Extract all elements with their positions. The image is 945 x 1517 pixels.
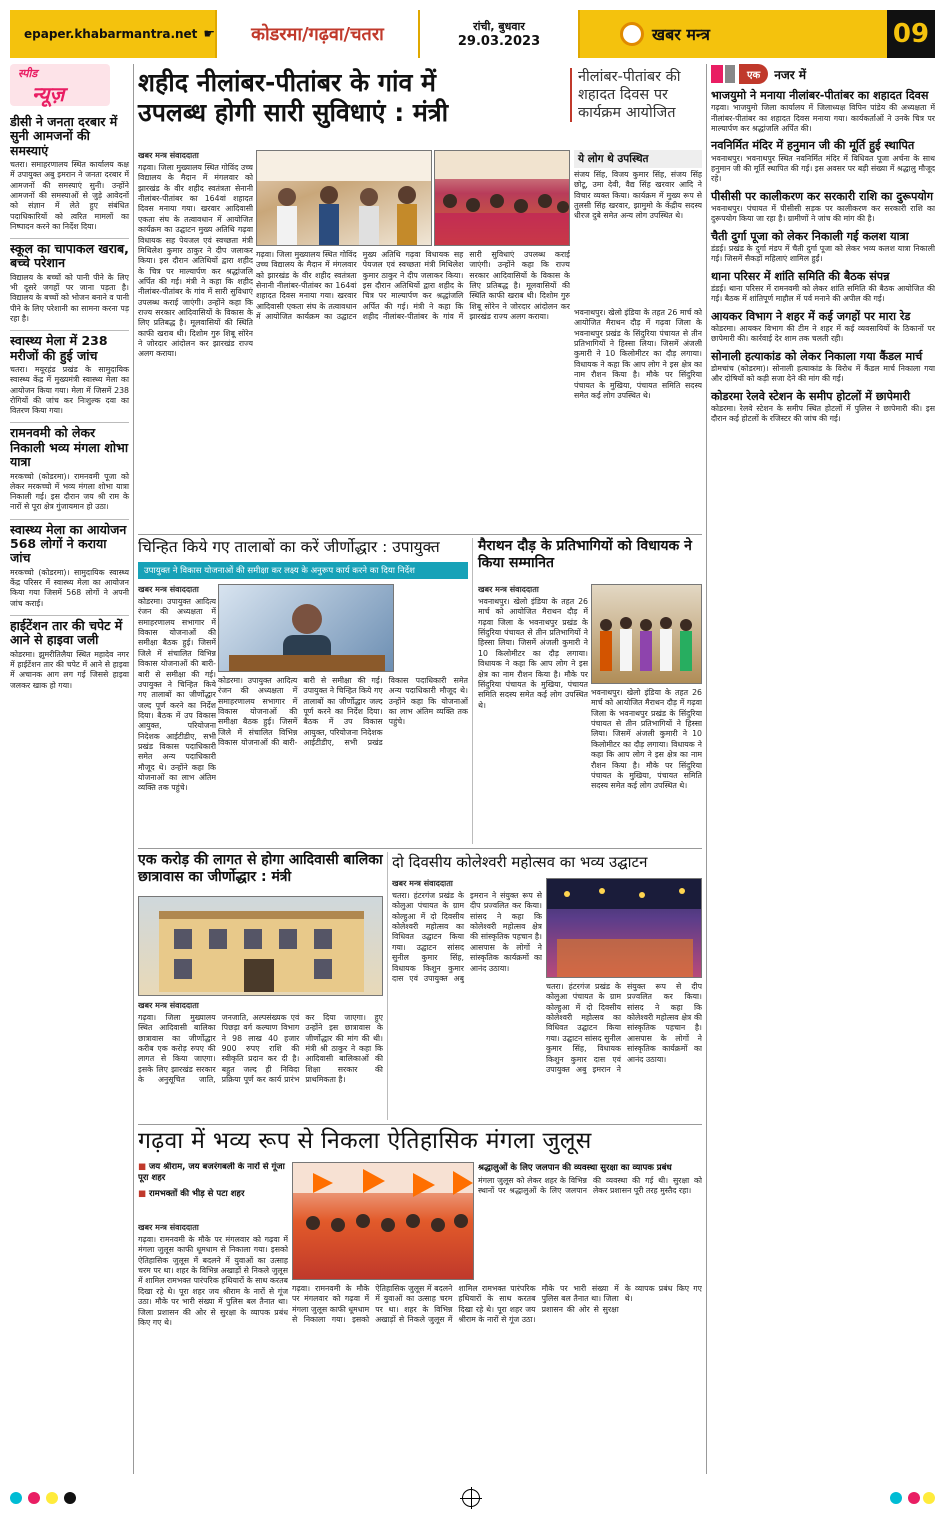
brief-text: कोडरमा। झुमरीतिलैया स्थित महादेव नगर में हाईटेंशन तार की चपेट में आने से हाइवा में अचानक आग लग गई जिससे हाइवा जलकर खाक हो गया।	[10, 649, 129, 690]
divider	[472, 538, 473, 844]
divider	[138, 534, 702, 535]
ek-nazar-header	[711, 64, 935, 84]
news-headline: नवनिर्मित मंदिर में हनुमान जी की मूर्ति हुई स्थापित	[711, 139, 915, 153]
color-dot	[10, 1492, 22, 1504]
lead-story-text: गढ़वा। जिला मुख्यालय स्थित गोविंद उच्च विद्यालय के मैदान में मंगलवार को झारखंड के वीर शहीद स्वतंत्रता सेनानी नीलांबर-पीतांबर का 164वां शहादत दिवस मनाया गया। खरवार आदिवासी एकता संघ के तत्वावधान में आयोजित कार्यक्रम का उद्घाटन मुख्य अतिथि गढ़वा विधायक सह पेयजल एवं स्वच्छता मंत्री मिथिलेश कुमार ठाकुर ने दीप जलाकर किया। इस दौरान अतिथियों द्वारा शहीद के चित्र पर माल्यार्पण कर श्रद्धांजलि अर्पित की गई। मंत्री ने कहा कि शहीद नीलांबर-पीतांबर के गांव में सारी सुविधाएं उपलब्ध कराई जाएंगी। उन्होंने कहा कि राज्य सरकार आदिवासियों के विकास के लिए प्रतिबद्ध है। मूलवासियों की स्थिति काफी खराब थी। दिशोम गुरु शिबू सोरेन ने जोरदार आंदोलन कर झारखंड राज्य अलग कराया।	[138, 163, 253, 359]
divider	[138, 848, 702, 849]
brand-name: खबर मन्त्र	[652, 25, 710, 44]
story3-text: भवनाथपुर। खेलो इंडिया के तहत 26 मार्च को आयोजित मैराथन दौड़ में गढ़वा जिला के भवनाथपुर प्रखंड के सिंदुरिया पंचायत से तीन प्रतिभागियों ने हिस्सा लिया। जिसमें अंजली कुमारी ने 10 किलोमीटर का दौड़ लगाया। विधायक ने कहा कि आप लोग ने इस क्षेत्र का नाम रौशन किया है। मौके पर सिंदुरिया पंचायत के मुखिया, पंचायत समिति सदस्य समेत कई लोग उपस्थित थे।	[478, 597, 588, 710]
masthead	[10, 10, 935, 58]
city-day: रांची, बुधवार	[473, 20, 525, 33]
news-text: भवनाथपुर। भवनाथपुर स्थित नवनिर्मित मंदिर में विधिवत पूजा अर्चना के साथ हनुमान जी की मूर्ति स्थापित की गई। इस अवसर पर बड़ी संख्या में श्रद्धालु मौजूद रहे।	[711, 153, 935, 184]
brief-text: चतरा। समाहरणालय स्थित कार्यालय कक्ष में उपायुक्त अबु इमरान ने जनता दरबार में आमजनों की समस्याएं सुनी। उन्होंने आमजनों की समस्याओं से जुड़े आवेदनों को संज्ञान में लेते हुए संबंधित पदाधिकारियों को त्वरित मामलों का निष्पादन करने का निर्देश दिया।	[10, 160, 129, 231]
crowd-illustration	[435, 151, 570, 246]
news-headline: आयकर विभाग ने शहर में कई जगहों पर मारा रेड	[711, 309, 911, 323]
brief-item[interactable]	[10, 615, 129, 691]
story5-text: चतरा। हंटरगंज प्रखंड के कोलुआ पंचायत के ग्राम कोल्हुआ में दो दिवसीय कोलेश्वरी महोत्सव का विधिवत उद्घाटन किया गया। उद्घाटन सांसद सुनील कुमार सिंह, विधायक किशुन कुमार दास एवं उपायुक्त अबु इमरान ने संयुक्त रूप से दीप प्रज्वलित कर किया। सांसद ने कहा कि कोलेश्वरी महोत्सव क्षेत्र की सांस्कृतिक पहचान है। आसपास के लोगों ने सांस्कृतिक कार्यक्रमों का आनंद उठाया।	[392, 891, 542, 983]
hostel-photo	[138, 896, 383, 996]
brief-text: मरकच्चो (कोडरमा)। रामनवमी पूजा को लेकर मरकच्चो में भव्य मंगला शोभा यात्रा निकाली गई। इस दौरान जय श्री राम के नारों से पूरा क्षेत्र गुंजायमान हो उठा।	[10, 471, 129, 512]
highlight-item: ■ रामभक्तों की भीड़ से पटा शहर	[138, 1189, 288, 1200]
date: 29.03.2023	[457, 34, 541, 49]
dateline	[420, 10, 580, 58]
logo-top: स्पीड	[18, 67, 38, 80]
officer-illustration	[219, 585, 394, 672]
story6-text-cont: गढ़वा। रामनवमी के मौके पर मंगलवार को गढ़वा में मंगला जुलूस काफी धूमधाम से निकाला गया। इसको ऐतिहासिक जुलूस में बदलने में युवाओं का उत्साह चरम पर था। शहर के विभिन्न अखाड़ों से निकले जुलूस में शामिल रामभक्त पारंपरिक हथियारों के साथ करतब दिखा रहे थे। पूरा शहर जय श्रीराम के नारों से गूंज उठा। मौके पर भारी संख्या में पुलिस बल तैनात था। जिला प्रशासन की ओर से सुरक्षा के व्यापक प्रबंध किए गए थे।	[292, 1284, 702, 1325]
story2[interactable]	[138, 584, 216, 844]
byline: खबर मन्त्र संवाददाता	[478, 585, 539, 594]
page-number: 09	[887, 10, 935, 58]
divider	[387, 852, 388, 1120]
ek-label: एक	[739, 64, 768, 84]
cursor-icon: ☛	[203, 26, 216, 42]
right-column	[706, 64, 935, 1474]
story4-headline[interactable]: एक करोड़ की लागत से होगा आदिवासी बालिका छात्रावास का जीर्णोद्धार : मंत्री	[138, 852, 383, 885]
brief-headline: स्वास्थ्य मेला में 238 मरीजों की हुई जांच	[10, 330, 129, 363]
brief-headline: डीसी ने जनता दरबार में सुनी आमजनों की समस्याएं	[10, 114, 118, 158]
divider	[138, 1124, 702, 1125]
brief-item[interactable]	[10, 330, 129, 416]
nazar-label: नजर में	[774, 67, 807, 82]
festival-illustration	[547, 879, 702, 978]
present-box	[574, 150, 702, 305]
news-headline: कोडरमा रेलवे स्टेशन के समीप होटलों में छापेमारी	[711, 389, 910, 403]
color-dot	[46, 1492, 58, 1504]
news-item[interactable]	[711, 310, 935, 345]
byline: खबर मन्त्र संवाददाता	[138, 1223, 199, 1232]
lead-story-text-cont: गढ़वा। जिला मुख्यालय स्थित गोविंद उच्च विद्यालय के मैदान में मंगलवार को झारखंड के वीर शहीद स्वतंत्रता सेनानी नीलांबर-पीतांबर का 164वां शहादत दिवस मनाया गया। खरवार आदिवासी एकता संघ के तत्वावधान में आयोजित कार्यक्रम का उद्घाटन मुख्य अतिथि गढ़वा विधायक सह पेयजल एवं स्वच्छता मंत्री मिथिलेश कुमार ठाकुर ने दीप जलाकर किया। इस दौरान अतिथियों द्वारा शहीद के चित्र पर माल्यार्पण कर श्रद्धांजलि अर्पित की गई। मंत्री ने कहा कि शहीद नीलांबर-पीतांबर के गांव में सारी सुविधाएं उपलब्ध कराई जाएंगी। उन्होंने कहा कि राज्य सरकार आदिवासियों के विकास के लिए प्रतिबद्ध है। मूलवासियों की स्थिति काफी खराब थी। दिशोम गुरु शिबू सोरेन ने जोरदार आंदोलन कर झारखंड राज्य अलग कराया।	[256, 250, 570, 322]
news-item[interactable]	[711, 390, 935, 425]
brief-text: चतरा। मयूरहंड प्रखंड के सामुदायिक स्वास्थ्य केंद्र में मुख्यमंत्री स्वास्थ्य मेला का आयोजन किया गया। मेला में जिसमें 238 रोगियों की जांच कर निःशुल्क दवा का वितरण किया गया।	[10, 365, 129, 416]
event-photo-stage	[256, 150, 432, 246]
brief-text: मरकच्चो (कोडरमा)। सामुदायिक स्वास्थ्य केंद्र परिसर में स्वास्थ्य मेला का आयोजन किया गया जिसमें 568 लोगों ने अपनी जांच कराई।	[10, 567, 129, 608]
festival-photo	[546, 878, 702, 978]
story6[interactable]	[138, 1222, 288, 1474]
story2-continued	[218, 676, 468, 844]
procession-photo	[292, 1162, 474, 1280]
byline: खबर मन्त्र संवाददाता	[138, 151, 199, 160]
brief-item[interactable]	[10, 238, 129, 324]
speed-news-logo	[10, 64, 110, 106]
present-text: संजय सिंह, विजय कुमार सिंह, संजय सिंह छोटू, उमा देवी, वैद्य सिंह खरवार आदि ने विचार व्यक्त किया। कार्यक्रम में मुख्य रूप से तुलसी सिंह खरवार, झामुमो के केंद्रीय सदस्य धीरज दुबे समेत अन्य लोग उपस्थित थे।	[574, 170, 702, 221]
color-dot	[923, 1492, 935, 1504]
news-headline: चैती दुर्गा पूजा को लेकर निकाली गई कलश यात्रा	[711, 229, 909, 243]
security-text: मंगला जुलूस को लेकर शहर के विभिन्न स्थानों पर श्रद्धालुओं के लिए जलपान की व्यवस्था की गई थी। सुरक्षा को लेकर प्रशासन पूरी तरह मुस्तैद रहा।	[478, 1176, 702, 1196]
section-title: कोडरमा/गढ़वा/चतरा	[215, 10, 420, 58]
brief-item[interactable]	[10, 519, 129, 609]
story3-headline[interactable]: मैराथन दौड़ के प्रतिभागियों को विधायक ने किया सम्मानित	[478, 538, 692, 571]
news-item[interactable]	[711, 139, 935, 184]
news-text: कोडरमा। आयकर विभाग की टीम ने शहर में कई व्यवसायियों के ठिकानों पर छापेमारी की। कार्रवाई देर शाम तक चलती रही।	[711, 324, 935, 344]
story6-highlights	[138, 1162, 288, 1218]
security-box	[478, 1162, 702, 1280]
story4-text: गढ़वा। जिला मुख्यालय स्थित आदिवासी बालिका छात्रावास का जीर्णोद्धार करीब एक करोड़ रुपए की लागत से किया जाएगा। इसके लिए झारखंड सरकार के अनुसूचित जाति, जनजाति, अल्पसंख्यक एवं पिछड़ा वर्ग कल्याण विभाग ने 98 लाख 40 हजार 900 रुपए राशि की स्वीकृति प्रदान कर दी है। बहुत जल्द ही निविदा प्रक्रिया पूर्ण कर कार्य प्रारंभ कर दिया जाएगा। हुए उन्होंने इस छात्रावास के जीर्णोद्धार की मांग की थी। मंत्री श्री ठाकुर ने कहा कि आदिवासी बालिकाओं की शिक्षा सरकार की प्राथमिकता है।	[138, 1013, 383, 1085]
brand-logo-icon	[620, 22, 644, 46]
story6-text: गढ़वा। रामनवमी के मौके पर मंगलवार को गढ़वा में मंगला जुलूस काफी धूमधाम से निकाला गया। इसको ऐतिहासिक जुलूस में बदलने में युवाओं का उत्साह चरम पर था। शहर के विभिन्न अखाड़ों से निकले जुलूस में शामिल रामभक्त पारंपरिक हथियारों के साथ करतब दिखा रहे थे। पूरा शहर जय श्रीराम के नारों से गूंज उठा। मौके पर भारी संख्या में पुलिस बल तैनात था। जिला प्रशासन की ओर से सुरक्षा के व्यापक प्रबंध किए गए थे।	[138, 1235, 288, 1327]
story3-text-cont: भवनाथपुर। खेलो इंडिया के तहत 26 मार्च को आयोजित मैराथन दौड़ में गढ़वा जिला के भवनाथपुर प्रखंड के सिंदुरिया पंचायत से तीन प्रतिभागियों ने हिस्सा लिया। जिसमें अंजली कुमारी ने 10 किलोमीटर का दौड़ लगाया। विधायक ने कहा कि आप लोग ने इस क्षेत्र का नाम रौशन किया है। मौके पर सिंदुरिया पंचायत के मुखिया, पंचायत समिति सदस्य समेत कई लोग उपस्थित थे।	[591, 688, 702, 791]
news-headline: सोनाली हत्याकांड को लेकर निकाला गया कैंडल मार्च	[711, 349, 923, 363]
brief-headline: हाईटेंशन तार की चपेट में आने से हाइवा जली	[10, 615, 129, 648]
byline: खबर मन्त्र संवाददाता	[138, 1001, 199, 1010]
marathon-photo	[591, 584, 702, 684]
site-url[interactable]	[10, 27, 215, 42]
story6-headline[interactable]: गढ़वा में भव्य रूप से निकला ऐतिहासिक मंगला जुलूस	[138, 1128, 592, 1154]
news-headline: भाजयुमो ने मनाया नीलांबर-पीतांबर का शहादत दिवस	[711, 89, 929, 102]
brief-text: विद्यालय के बच्चों को पानी पीने के लिए भी दूसरे जगहों पर जाना पड़ता है। विद्यालय के बच्चों को भोजन बनाने व पानी पीने के लिए परेशानी का सामना करना पड़ रहा है।	[10, 272, 129, 323]
news-headline: थाना परिसर में शांति समिति की बैठक संपन्न	[711, 269, 890, 283]
news-text: भवनाथपुर। पंचायत में पीसीसी सड़क पर कालीकरण कर सरकारी राशि का दुरूपयोग किया जा रहा है। ग्रामीणों ने जांच की मांग की है।	[711, 204, 935, 224]
news-text: डंडई। थाना परिसर में रामनवमी को लेकर शांति समिति की बैठक आयोजित की गई। बैठक में शांतिपूर्ण माहौल में पर्व मनाने की अपील की गई।	[711, 284, 935, 304]
news-item[interactable]	[711, 89, 935, 134]
registration-mark-icon	[462, 1489, 480, 1507]
lead-headline-line2: उपलब्ध होगी सारी सुविधाएं : मंत्री	[138, 97, 449, 127]
story5-headline[interactable]: दो दिवसीय कोलेश्वरी महोत्सव का भव्य उद्घाटन	[392, 853, 648, 871]
lead-story-continued-2	[574, 308, 702, 528]
story6-continued	[292, 1284, 702, 1474]
color-dot	[908, 1492, 920, 1504]
news-text: डंडई। प्रखंड के दुर्गा मंडप में चैती दुर्गा पूजा को लेकर भव्य कलश यात्रा निकाली गई। जिसमें सैकड़ों महिलाएं शामिल हुईं।	[711, 244, 935, 264]
main-content	[138, 64, 702, 1474]
color-dot	[890, 1492, 902, 1504]
brief-item[interactable]	[10, 112, 129, 232]
news-text: गढ़वा। भाजयुमो जिला कार्यालय में जिलाध्यक्ष विपिन पांडेय की अध्यक्षता में नीलांबर-पीतांबर का शहादत दिवस मनाया गया। कार्यकर्ताओं ने उनके चित्र पर माल्यार्पण कर श्रद्धांजलि अर्पित की।	[711, 103, 935, 133]
story3-continued	[591, 688, 702, 844]
brand	[580, 22, 887, 46]
story2-subheadline: उपायुक्त ने विकास योजनाओं की समीक्षा कर लक्ष्य के अनुरूप कार्य करने का दिया निर्देश	[138, 562, 468, 579]
story5-continued	[546, 982, 702, 1120]
news-item[interactable]	[711, 270, 935, 305]
brief-item[interactable]	[10, 422, 129, 512]
news-text: डोमचांच (कोडरमा)। सोनाली हत्याकांड के विरोध में कैंडल मार्च निकाला गया और दोषियों को कड़ी सजा देने की मांग की गई।	[711, 364, 935, 384]
story2-text: कोडरमा। उपायुक्त आदित्य रंजन की अध्यक्षता में समाहरणालय सभागार में विकास योजनाओं की समीक्षा बैठक हुई। जिसमें जिले में संचालित विभिन्न विकास योजनाओं की बारी-बारी से समीक्षा की गई। उपायुक्त ने चिन्हित किये गए तालाबों का जीर्णोद्धार जल्द पूर्ण करने का निर्देश दिया। बैठक में उप विकास आयुक्त, परियोजना निदेशक आईटीडीए, सभी प्रखंड विकास पदाधिकारी समेत अन्य पदाधिकारी मौजूद थे। उन्होंने कहा कि योजनाओं का लाभ अंतिम व्यक्ति तक पहुंचे।	[138, 597, 216, 793]
stage-illustration	[257, 151, 432, 246]
highlight-item: ■ जय श्रीराम, जय बजरंगबली के नारों से गूंजा पूरा शहर	[138, 1162, 288, 1185]
story5[interactable]	[392, 878, 542, 1120]
news-item[interactable]	[711, 350, 935, 385]
left-column	[10, 64, 134, 1474]
byline: खबर मन्त्र संवाददाता	[392, 879, 453, 888]
procession-illustration	[293, 1163, 474, 1280]
officer-photo	[218, 584, 394, 672]
story5-text-cont: चतरा। हंटरगंज प्रखंड के कोलुआ पंचायत के ग्राम कोल्हुआ में दो दिवसीय कोलेश्वरी महोत्सव का विधिवत उद्घाटन किया गया। उद्घाटन सांसद सुनील कुमार सिंह, विधायक किशुन कुमार दास एवं उपायुक्त अबु इमरान ने संयुक्त रूप से दीप प्रज्वलित कर किया। सांसद ने कहा कि कोलेश्वरी महोत्सव क्षेत्र की सांस्कृतिक पहचान है। आसपास के लोगों ने सांस्कृतिक कार्यक्रमों का आनंद उठाया।	[546, 982, 702, 1074]
lead-headline[interactable]	[138, 68, 563, 127]
lead-headline-line1: शहीद नीलांबर-पीतांबर के गांव में	[138, 68, 436, 97]
color-dot	[64, 1492, 76, 1504]
group-illustration	[592, 585, 702, 684]
security-heading: श्रद्धालुओं के लिए जलपान की व्यवस्था सुरक्षा का व्यापक प्रबंध	[478, 1163, 672, 1173]
brief-headline: स्वास्थ्य मेला का आयोजन 568 लोगों ने कराया जांच	[10, 519, 129, 566]
news-item[interactable]	[711, 230, 935, 265]
color-dot	[28, 1492, 40, 1504]
story2-headline[interactable]: चिन्हित किये गए तालाबों का करें जीर्णोद्धार : उपायुक्त	[138, 538, 440, 556]
byline: खबर मन्त्र संवाददाता	[138, 585, 199, 594]
news-text: कोडरमा। रेलवे स्टेशन के समीप स्थित होटलों में पुलिस ने छापेमारी की। इस दौरान कई होटलों के रजिस्टर की जांच की गई।	[711, 404, 935, 424]
news-headline: पीसीसी पर कालीकरण कर सरकारी राशि का दुरूपयोग	[711, 189, 934, 203]
site-url-text: epaper.khabarmantra.net	[24, 27, 198, 41]
lead-story[interactable]	[138, 150, 253, 530]
brief-headline: रामनवमी को लेकर निकाली भव्य मंगला शोभा यात्रा	[10, 422, 129, 469]
logo-bottom: न्यूज़	[32, 82, 65, 106]
flag-icon	[711, 65, 723, 83]
lead-story-text-cont-2: भवनाथपुर। खेलो इंडिया के तहत 26 मार्च को आयोजित मैराथन दौड़ में गढ़वा जिला के भवनाथपुर प्रखंड के सिंदुरिया पंचायत से तीन प्रतिभागियों ने हिस्सा लिया। जिसमें अंजली कुमारी ने 10 किलोमीटर का दौड़ लगाया। विधायक ने कहा कि आप लोग ने इस क्षेत्र का नाम रौशन किया है। मौके पर सिंदुरिया पंचायत के मुखिया, पंचायत समिति सदस्य समेत कई लोग उपस्थित थे।	[574, 308, 702, 400]
story3[interactable]	[478, 584, 588, 844]
event-photo-crowd	[434, 150, 570, 246]
building-illustration	[139, 897, 383, 996]
news-item[interactable]	[711, 190, 935, 225]
side-title: नीलांबर-पीतांबर की शहादत दिवस पर कार्यक्रम आयोजित	[570, 68, 700, 122]
story4[interactable]	[138, 1000, 383, 1120]
lead-story-continued	[256, 250, 570, 530]
brief-headline: स्कूल का चापाकल खराब, बच्चे परेशान	[10, 238, 129, 271]
story2-text-cont: कोडरमा। उपायुक्त आदित्य रंजन की अध्यक्षता में समाहरणालय सभागार में विकास योजनाओं की समीक्षा बैठक हुई। जिसमें जिले में संचालित विभिन्न विकास योजनाओं की बारी-बारी से समीक्षा की गई। उपायुक्त ने चिन्हित किये गए तालाबों का जीर्णोद्धार जल्द पूर्ण करने का निर्देश दिया। बैठक में उप विकास आयुक्त, परियोजना निदेशक आईटीडीए, सभी प्रखंड विकास पदाधिकारी समेत अन्य पदाधिकारी मौजूद थे। उन्होंने कहा कि योजनाओं का लाभ अंतिम व्यक्ति तक पहुंचे।	[218, 676, 468, 748]
present-heading: ये लोग थे उपस्थित	[574, 150, 702, 168]
flag-icon	[725, 65, 735, 83]
